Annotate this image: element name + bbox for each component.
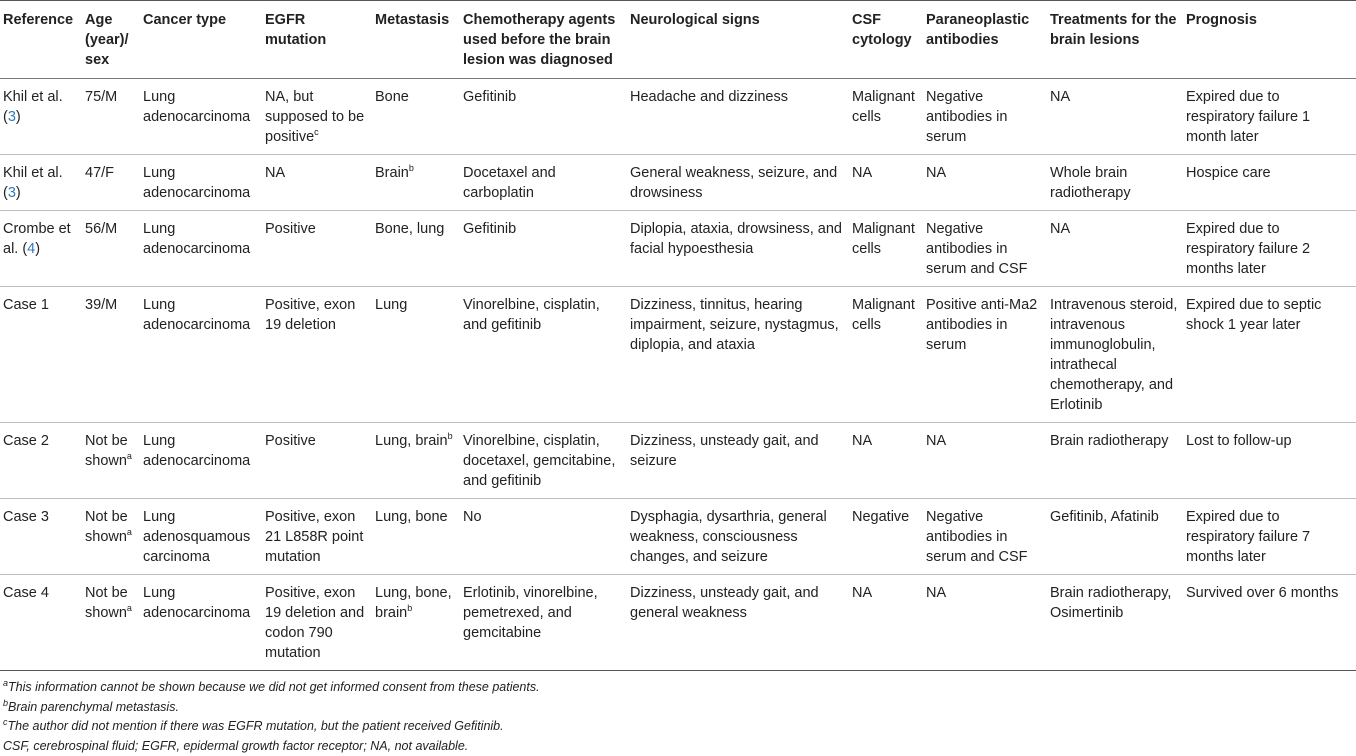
chemotherapy-value: Gefitinib bbox=[463, 221, 516, 237]
cell-chemotherapy bbox=[460, 211, 627, 287]
reference-text-end: ) bbox=[16, 109, 21, 125]
antibodies-value: NA bbox=[926, 165, 946, 181]
age-sex-value: 47/F bbox=[85, 165, 114, 181]
neurological-signs-value: Dizziness, unsteady gait, and general weakness bbox=[630, 585, 819, 621]
cell-reference bbox=[0, 287, 82, 423]
table-header bbox=[0, 1, 1356, 79]
cell-egfr-mutation bbox=[262, 499, 372, 575]
cell-egfr-mutation bbox=[262, 155, 372, 211]
cell-chemotherapy bbox=[460, 287, 627, 423]
neurological-signs-value: Headache and dizziness bbox=[630, 89, 788, 105]
header-row bbox=[0, 1, 1356, 79]
cell-cancer-type bbox=[140, 211, 262, 287]
metastasis-value: Lung, bone, brain bbox=[375, 585, 452, 621]
neurological-signs-value: Dizziness, tinnitus, hearing impairment, seizure, nystagmus, diplopia, and ataxia bbox=[630, 297, 839, 353]
header-prognosis: Prognosis bbox=[1183, 1, 1356, 79]
age-sex-value: 39/M bbox=[85, 297, 117, 313]
cell-metastasis bbox=[372, 155, 460, 211]
prognosis-value: Survived over 6 months bbox=[1186, 585, 1338, 601]
table-body bbox=[0, 79, 1356, 671]
cell-prognosis bbox=[1183, 575, 1356, 671]
cell-csf-cytology bbox=[849, 79, 923, 155]
header-csf-cytology: CSF cytology bbox=[849, 1, 923, 79]
cell-reference bbox=[0, 79, 82, 155]
antibodies-value: Positive anti-Ma2 antibodies in serum bbox=[926, 297, 1037, 353]
cell-prognosis bbox=[1183, 499, 1356, 575]
cell-cancer-type bbox=[140, 287, 262, 423]
cell-metastasis bbox=[372, 287, 460, 423]
cell-age-sex bbox=[82, 575, 140, 671]
prognosis-value: Lost to follow-up bbox=[1186, 433, 1292, 449]
header-egfr-mutation: EGFR mutation bbox=[262, 1, 372, 79]
prognosis-value: Expired due to respiratory failure 7 months later bbox=[1186, 509, 1310, 565]
header-neurological-signs: Neurological signs bbox=[627, 1, 849, 79]
cell-age-sex bbox=[82, 211, 140, 287]
treatment-value: Gefitinib, Afatinib bbox=[1050, 509, 1159, 525]
cell-age-sex bbox=[82, 423, 140, 499]
footnote-marker: b bbox=[448, 431, 453, 441]
chemotherapy-value: Erlotinib, vinorelbine, pemetrexed, and gemcitabine bbox=[463, 585, 598, 641]
footnote bbox=[3, 678, 1356, 698]
footnote-mark: b bbox=[3, 697, 8, 707]
table-row bbox=[0, 211, 1356, 287]
table-row bbox=[0, 499, 1356, 575]
age-sex-value: Not be shown bbox=[85, 509, 128, 545]
reference-text: Crombe et al. ( bbox=[3, 221, 71, 257]
cell-paraneoplastic-antibodies bbox=[923, 211, 1047, 287]
cell-paraneoplastic-antibodies bbox=[923, 155, 1047, 211]
table-row bbox=[0, 575, 1356, 671]
table-row bbox=[0, 423, 1356, 499]
egfr-value: Positive bbox=[265, 221, 316, 237]
age-sex-value: 56/M bbox=[85, 221, 117, 237]
egfr-value: Positive, exon 19 deletion and codon 790 mutation bbox=[265, 585, 364, 661]
egfr-value: Positive bbox=[265, 433, 316, 449]
cell-egfr-mutation bbox=[262, 287, 372, 423]
footnote-marker: b bbox=[407, 603, 412, 613]
cell-treatments bbox=[1047, 287, 1183, 423]
cell-cancer-type bbox=[140, 575, 262, 671]
reference-text: Case 1 bbox=[3, 297, 49, 313]
csf-cytology-value: NA bbox=[852, 165, 872, 181]
cell-neurological-signs bbox=[627, 155, 849, 211]
header-reference: Reference bbox=[0, 1, 82, 79]
cell-cancer-type bbox=[140, 423, 262, 499]
metastasis-value: Lung, brain bbox=[375, 433, 448, 449]
cell-reference bbox=[0, 211, 82, 287]
header-paraneoplastic-antibodies: Paraneoplastic antibodies bbox=[923, 1, 1047, 79]
antibodies-value: NA bbox=[926, 433, 946, 449]
age-sex-value: 75/M bbox=[85, 89, 117, 105]
cancer-type-value: Lung adenocarcinoma bbox=[143, 89, 250, 125]
age-sex-value: Not be shown bbox=[85, 585, 128, 621]
cell-csf-cytology bbox=[849, 155, 923, 211]
cell-prognosis bbox=[1183, 287, 1356, 423]
metastasis-value: Bone, lung bbox=[375, 221, 444, 237]
cell-egfr-mutation bbox=[262, 575, 372, 671]
cell-reference bbox=[0, 155, 82, 211]
cell-age-sex bbox=[82, 79, 140, 155]
footnote bbox=[3, 698, 1356, 718]
reference-text-end: ) bbox=[35, 241, 40, 257]
cancer-type-value: Lung adenocarcinoma bbox=[143, 585, 250, 621]
cell-reference bbox=[0, 423, 82, 499]
cell-neurological-signs bbox=[627, 575, 849, 671]
cell-chemotherapy bbox=[460, 499, 627, 575]
cell-cancer-type bbox=[140, 155, 262, 211]
csf-cytology-value: Malignant cells bbox=[852, 89, 915, 125]
cell-paraneoplastic-antibodies bbox=[923, 287, 1047, 423]
cell-neurological-signs bbox=[627, 499, 849, 575]
reference-link[interactable]: 3 bbox=[8, 109, 16, 125]
reference-text-end: ) bbox=[16, 185, 21, 201]
cancer-type-value: Lung adenosquamous carcinoma bbox=[143, 509, 250, 565]
chemotherapy-value: Vinorelbine, cisplatin, and gefitinib bbox=[463, 297, 600, 333]
cancer-type-value: Lung adenocarcinoma bbox=[143, 297, 250, 333]
cell-treatments bbox=[1047, 423, 1183, 499]
cell-cancer-type bbox=[140, 79, 262, 155]
table-footnotes bbox=[0, 678, 1356, 756]
egfr-value: Positive, exon 19 deletion bbox=[265, 297, 355, 333]
cell-metastasis bbox=[372, 79, 460, 155]
cell-treatments bbox=[1047, 155, 1183, 211]
antibodies-value: Negative antibodies in serum and CSF bbox=[926, 221, 1028, 277]
csf-cytology-value: Malignant cells bbox=[852, 297, 915, 333]
footnote-marker: a bbox=[127, 527, 132, 537]
neurological-signs-value: Dizziness, unsteady gait, and seizure bbox=[630, 433, 819, 469]
neurological-signs-value: Diplopia, ataxia, drowsiness, and facial hypoesthesia bbox=[630, 221, 842, 257]
footnote-text: Brain parenchymal metastasis. bbox=[8, 700, 179, 714]
cell-cancer-type bbox=[140, 499, 262, 575]
cell-prognosis bbox=[1183, 155, 1356, 211]
metastasis-value: Bone bbox=[375, 89, 409, 105]
footnote-text: This information cannot be shown because we did not get informed consent from these patients. bbox=[8, 680, 540, 694]
treatment-value: Brain radiotherapy, Osimertinib bbox=[1050, 585, 1171, 621]
cancer-type-value: Lung adenocarcinoma bbox=[143, 433, 250, 469]
antibodies-value: Negative antibodies in serum and CSF bbox=[926, 509, 1028, 565]
egfr-value: Positive, exon 21 L858R point mutation bbox=[265, 509, 363, 565]
table-row bbox=[0, 155, 1356, 211]
footnote-marker: a bbox=[127, 451, 132, 461]
treatment-value: Intravenous steroid, intravenous immunoglobulin, intrathecal chemotherapy, and Erlotinib bbox=[1050, 297, 1177, 413]
reference-link[interactable]: 3 bbox=[8, 185, 16, 201]
header-age-sex: Age (year)/ sex bbox=[82, 1, 140, 79]
treatment-value: NA bbox=[1050, 89, 1070, 105]
csf-cytology-value: NA bbox=[852, 433, 872, 449]
treatment-value: NA bbox=[1050, 221, 1070, 237]
metastasis-value: Brain bbox=[375, 165, 409, 181]
footnote-marker: b bbox=[409, 163, 414, 173]
cell-metastasis bbox=[372, 211, 460, 287]
cell-egfr-mutation bbox=[262, 211, 372, 287]
cell-age-sex bbox=[82, 287, 140, 423]
chemotherapy-value: Vinorelbine, cisplatin, docetaxel, gemcitabine, and gefitinib bbox=[463, 433, 615, 489]
cell-csf-cytology bbox=[849, 211, 923, 287]
cell-paraneoplastic-antibodies bbox=[923, 575, 1047, 671]
csf-cytology-value: Malignant cells bbox=[852, 221, 915, 257]
cell-chemotherapy bbox=[460, 575, 627, 671]
cell-metastasis bbox=[372, 499, 460, 575]
header-treatments: Treatments for the brain lesions bbox=[1047, 1, 1183, 79]
age-sex-value: Not be shown bbox=[85, 433, 128, 469]
chemotherapy-value: Docetaxel and carboplatin bbox=[463, 165, 556, 201]
cell-neurological-signs bbox=[627, 79, 849, 155]
chemotherapy-value: No bbox=[463, 509, 482, 525]
cell-age-sex bbox=[82, 155, 140, 211]
treatment-value: Whole brain radiotherapy bbox=[1050, 165, 1131, 201]
csf-cytology-value: NA bbox=[852, 585, 872, 601]
cancer-type-value: Lung adenocarcinoma bbox=[143, 221, 250, 257]
reference-text: Case 3 bbox=[3, 509, 49, 525]
cell-metastasis bbox=[372, 575, 460, 671]
cell-treatments bbox=[1047, 211, 1183, 287]
metastasis-value: Lung bbox=[375, 297, 407, 313]
cell-csf-cytology bbox=[849, 423, 923, 499]
cell-paraneoplastic-antibodies bbox=[923, 79, 1047, 155]
cell-chemotherapy bbox=[460, 155, 627, 211]
neurological-signs-value: Dysphagia, dysarthria, general weakness, consciousness changes, and seizure bbox=[630, 509, 827, 565]
cell-neurological-signs bbox=[627, 211, 849, 287]
reference-text: Khil et al. ( bbox=[3, 89, 63, 125]
cell-neurological-signs bbox=[627, 423, 849, 499]
cell-paraneoplastic-antibodies bbox=[923, 423, 1047, 499]
cell-treatments bbox=[1047, 79, 1183, 155]
csf-cytology-value: Negative bbox=[852, 509, 909, 525]
neurological-signs-value: General weakness, seizure, and drowsiness bbox=[630, 165, 837, 201]
metastasis-value: Lung, bone bbox=[375, 509, 448, 525]
header-cancer-type: Cancer type bbox=[140, 1, 262, 79]
cell-age-sex bbox=[82, 499, 140, 575]
cell-chemotherapy bbox=[460, 423, 627, 499]
prognosis-value: Expired due to respiratory failure 1 month later bbox=[1186, 89, 1310, 145]
cell-treatments bbox=[1047, 499, 1183, 575]
cell-neurological-signs bbox=[627, 287, 849, 423]
egfr-value: NA bbox=[265, 165, 285, 181]
cell-egfr-mutation bbox=[262, 79, 372, 155]
reference-text: Khil et al. ( bbox=[3, 165, 63, 201]
cancer-type-value: Lung adenocarcinoma bbox=[143, 165, 250, 201]
footnote-marker: c bbox=[314, 127, 319, 137]
cell-csf-cytology bbox=[849, 287, 923, 423]
header-metastasis: Metastasis bbox=[372, 1, 460, 79]
footnote-marker: a bbox=[127, 603, 132, 613]
cell-csf-cytology bbox=[849, 575, 923, 671]
footnote-text: CSF, cerebrospinal fluid; EGFR, epidermal growth factor receptor; NA, not available. bbox=[3, 739, 468, 753]
footnote bbox=[3, 717, 1356, 737]
footnote bbox=[3, 737, 1356, 756]
footnote-mark: a bbox=[3, 678, 8, 688]
cell-treatments bbox=[1047, 575, 1183, 671]
prognosis-value: Hospice care bbox=[1186, 165, 1271, 181]
chemotherapy-value: Gefitinib bbox=[463, 89, 516, 105]
footnote-text: The author did not mention if there was EGFR mutation, but the patient received Gefitinib. bbox=[8, 719, 504, 733]
egfr-value: NA, but supposed to be positive bbox=[265, 89, 364, 145]
antibodies-value: Negative antibodies in serum bbox=[926, 89, 1007, 145]
cell-chemotherapy bbox=[460, 79, 627, 155]
cell-prognosis bbox=[1183, 79, 1356, 155]
cell-csf-cytology bbox=[849, 499, 923, 575]
cell-prognosis bbox=[1183, 423, 1356, 499]
header-chemotherapy: Chemotherapy agents used before the brain lesion was diagnosed bbox=[460, 1, 627, 79]
reference-link[interactable]: 4 bbox=[27, 241, 35, 257]
cell-egfr-mutation bbox=[262, 423, 372, 499]
treatment-value: Brain radiotherapy bbox=[1050, 433, 1169, 449]
reference-text: Case 4 bbox=[3, 585, 49, 601]
footnote-mark: c bbox=[3, 717, 8, 727]
prognosis-value: Expired due to septic shock 1 year later bbox=[1186, 297, 1321, 333]
cell-prognosis bbox=[1183, 211, 1356, 287]
cell-metastasis bbox=[372, 423, 460, 499]
table-row bbox=[0, 79, 1356, 155]
cell-reference bbox=[0, 499, 82, 575]
prognosis-value: Expired due to respiratory failure 2 months later bbox=[1186, 221, 1310, 277]
cell-paraneoplastic-antibodies bbox=[923, 499, 1047, 575]
table-row bbox=[0, 287, 1356, 423]
cell-reference bbox=[0, 575, 82, 671]
antibodies-value: NA bbox=[926, 585, 946, 601]
reference-text: Case 2 bbox=[3, 433, 49, 449]
